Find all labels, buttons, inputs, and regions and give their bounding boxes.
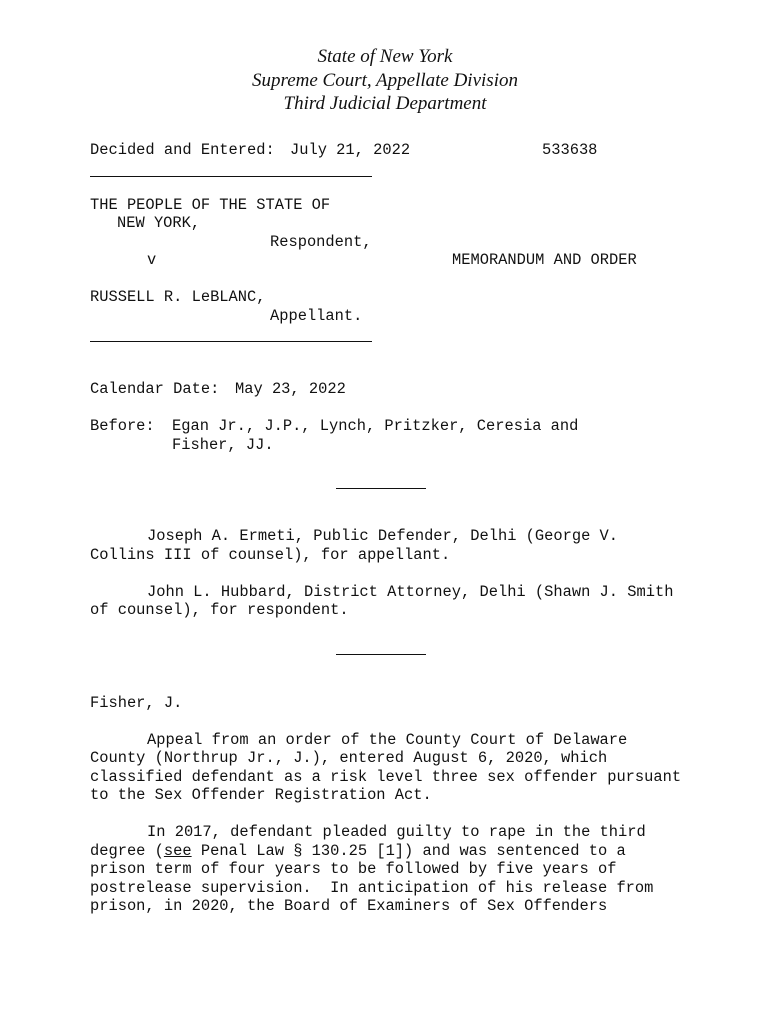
plaintiff-line-2: NEW YORK,: [117, 214, 201, 232]
opinion-paragraph-1-line-3: classified defendant as a risk level three sex offender pursuant: [90, 768, 682, 786]
calendar-label: Calendar Date:: [90, 380, 220, 398]
court-department: Third Judicial Department: [283, 93, 487, 114]
defendant-name: RUSSELL R. LeBLANC,: [90, 288, 266, 306]
calendar-date: May 23, 2022: [235, 380, 346, 398]
opinion-author: Fisher, J.: [90, 694, 183, 712]
separator-rule-2: [336, 654, 426, 655]
text-segment: Penal Law § 130.25 [1]) and was sentenced to a: [191, 842, 626, 860]
versus: v: [147, 251, 157, 269]
decided-label: Decided and Entered:: [90, 141, 275, 159]
before-justices-line-2: Fisher, JJ.: [172, 436, 274, 454]
plaintiff-line-1: THE PEOPLE OF THE STATE OF: [90, 196, 331, 214]
order-type: MEMORANDUM AND ORDER: [452, 251, 637, 269]
caption-top-rule: [90, 176, 372, 177]
docket-number: 533638: [542, 141, 598, 159]
text-segment: degree (: [90, 842, 164, 860]
court-name: Supreme Court, Appellate Division: [252, 70, 518, 91]
opinion-paragraph-1-line-2: County (Northrup Jr., J.), entered August 6, 2020, which: [90, 749, 608, 767]
separator-rule-1: [336, 488, 426, 489]
before-justices-line-1: Egan Jr., J.P., Lynch, Pritzker, Ceresia and: [172, 417, 579, 435]
opinion-paragraph-2-line-4: postrelease supervision. In anticipation of his release from: [90, 879, 654, 897]
opinion-paragraph-2-line-2: [90, 842, 626, 861]
opinion-paragraph-1-line-4: to the Sex Offender Registration Act.: [90, 786, 432, 804]
respondent-label: Respondent,: [270, 233, 372, 251]
caption-bottom-rule: [90, 341, 372, 342]
respondent-counsel-line-2: of counsel), for respondent.: [90, 601, 349, 619]
citation-signal-see: see: [163, 842, 192, 860]
decided-date: July 21, 2022: [290, 141, 411, 159]
respondent-counsel-line-1: John L. Hubbard, District Attorney, Delhi (Shawn J. Smith: [147, 583, 674, 601]
opinion-paragraph-2-line-1: In 2017, defendant pleaded guilty to rape in the third: [147, 823, 646, 841]
opinion-paragraph-2-line-5: prison, in 2020, the Board of Examiners of Sex Offenders: [90, 897, 608, 915]
appellant-counsel-line-1: Joseph A. Ermeti, Public Defender, Delhi (George V.: [147, 527, 619, 545]
court-state: State of New York: [317, 46, 453, 67]
appellant-label: Appellant.: [270, 307, 363, 325]
before-label: Before:: [90, 417, 155, 435]
appellant-counsel-line-2: Collins III of counsel), for appellant.: [90, 546, 451, 564]
opinion-paragraph-1-line-1: Appeal from an order of the County Court of Delaware: [147, 731, 628, 749]
opinion-paragraph-2-line-3: prison term of four years to be followed by five years of: [90, 860, 617, 878]
